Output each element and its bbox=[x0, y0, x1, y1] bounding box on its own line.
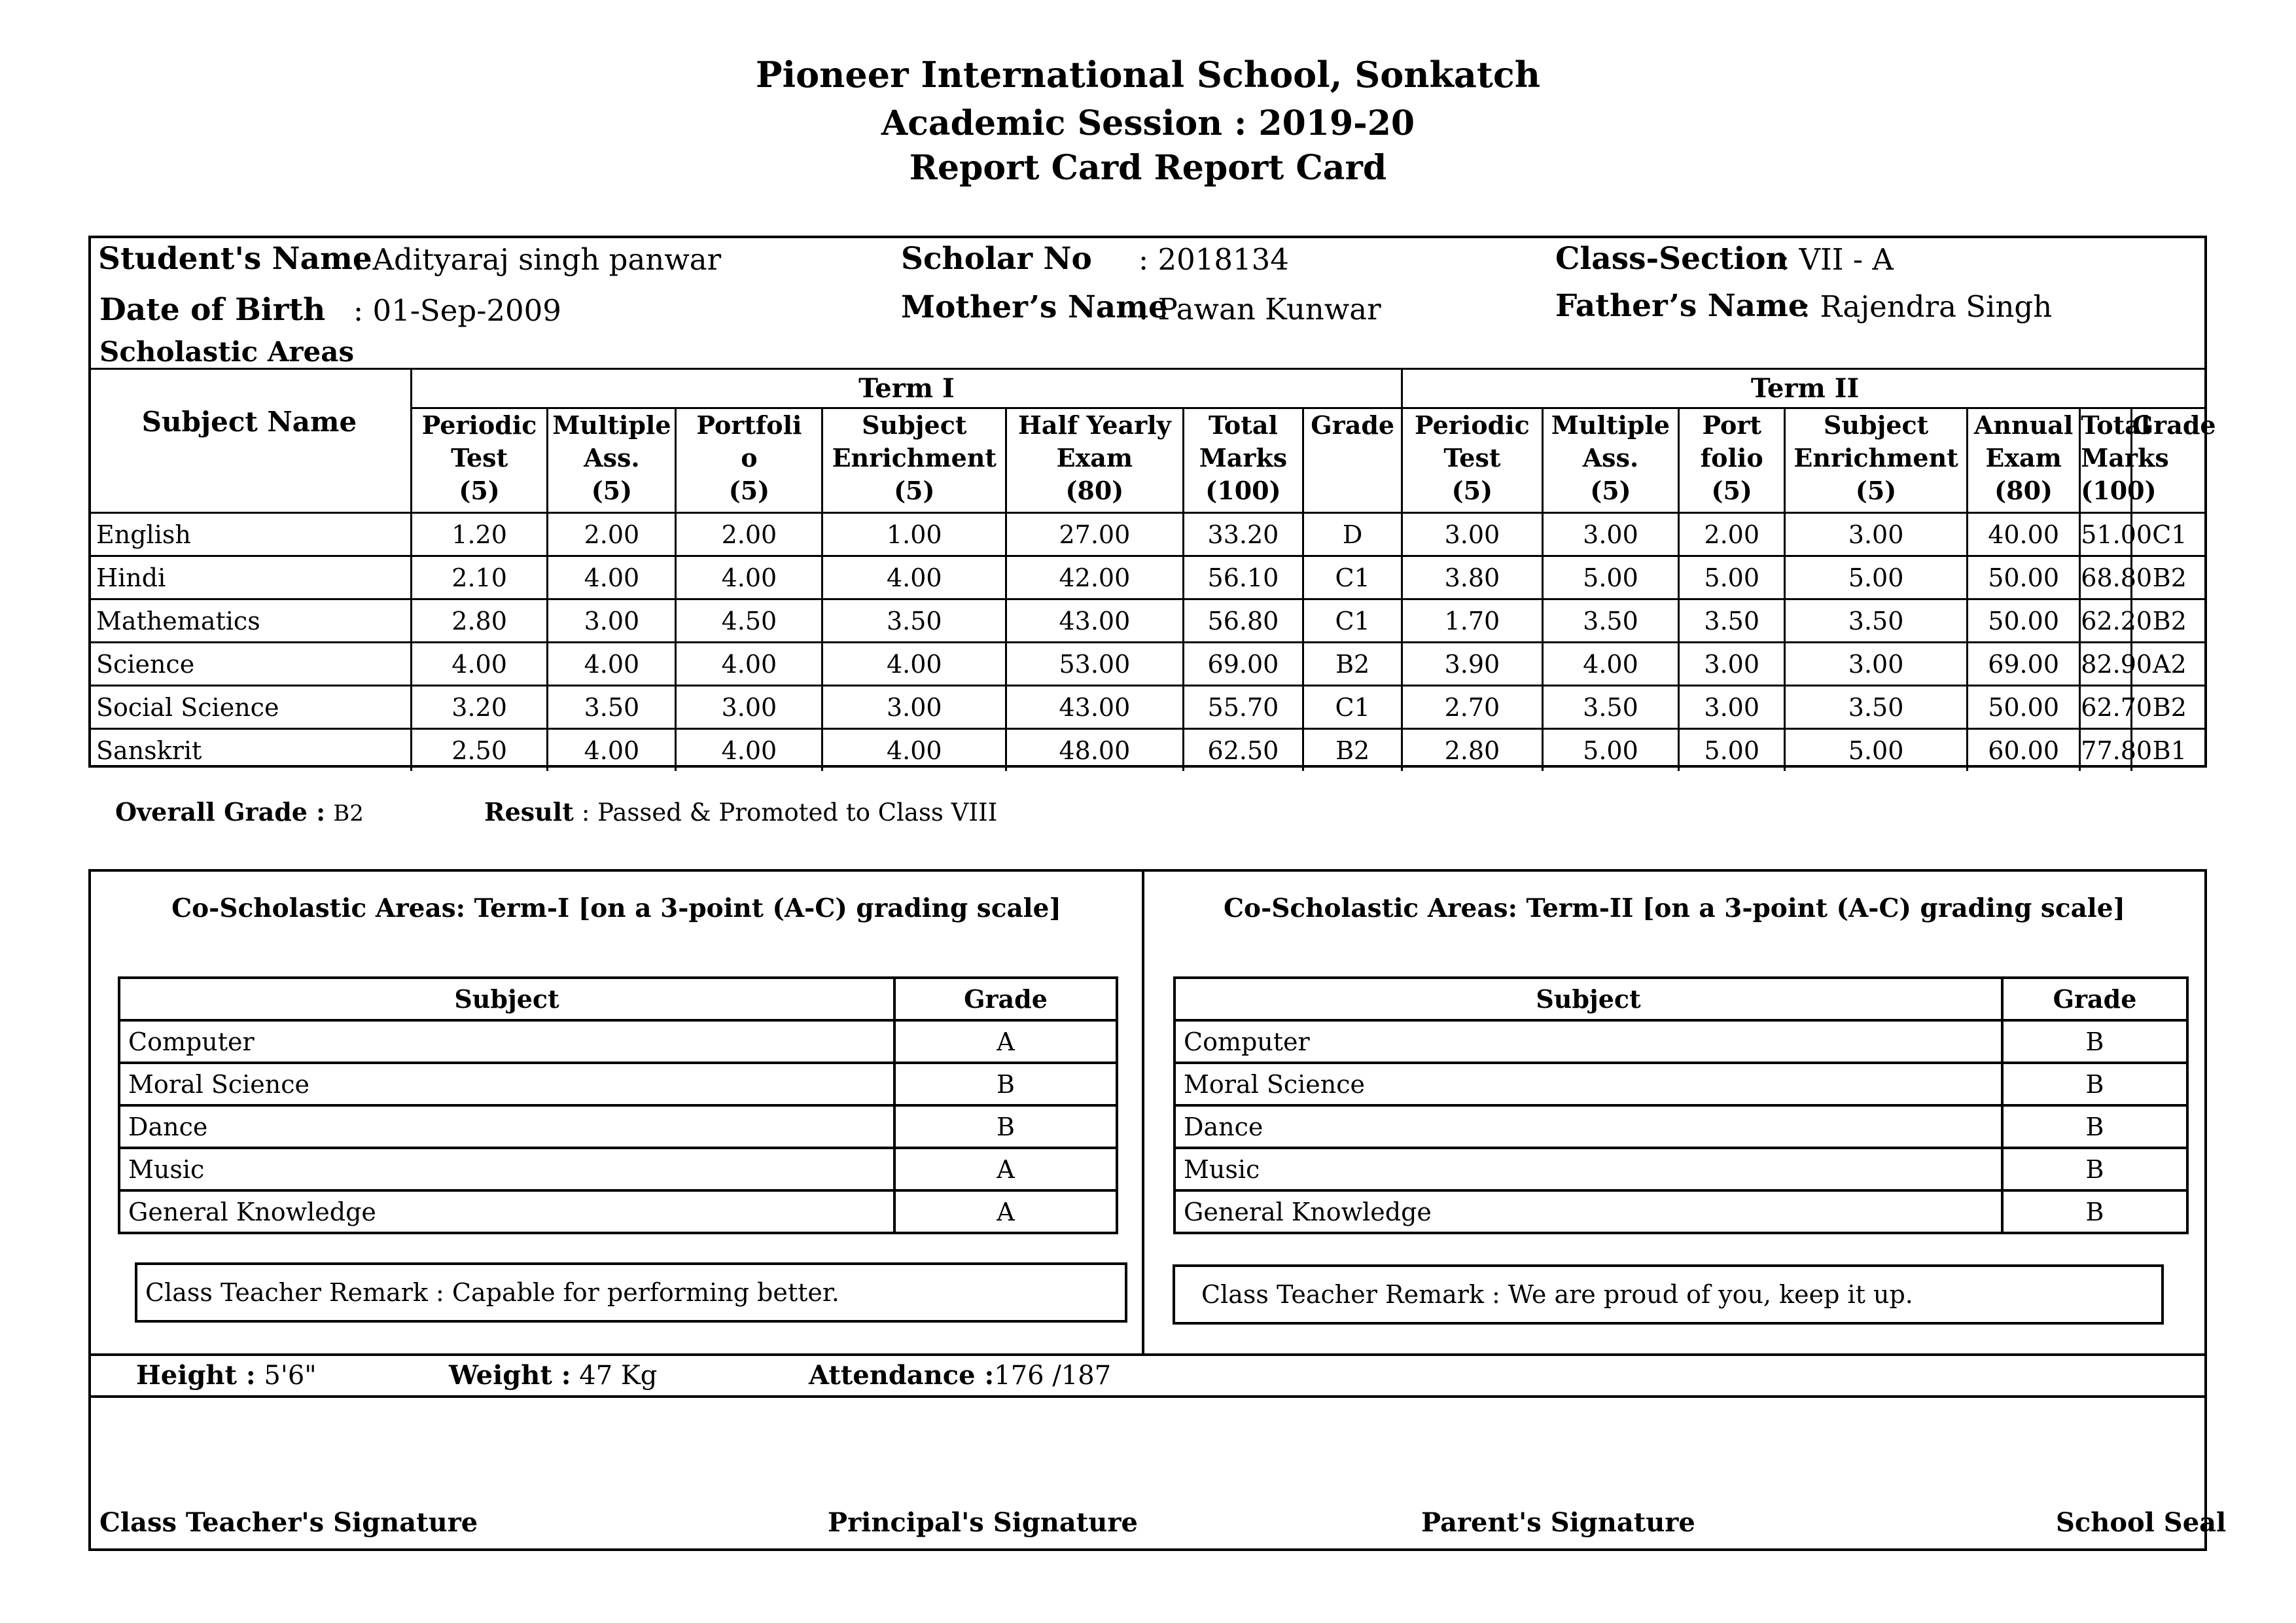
height-label: Height : bbox=[136, 1360, 256, 1391]
marks-cell: 55.70 bbox=[1183, 686, 1303, 729]
marks-cell: 4.50 bbox=[676, 599, 822, 643]
marks-cell: 4.00 bbox=[822, 643, 1006, 686]
marks-cell: 53.00 bbox=[1006, 643, 1183, 686]
table-row bbox=[88, 686, 2207, 729]
list-item bbox=[1174, 1063, 2187, 1105]
marks-cell: C1 bbox=[2131, 513, 2207, 556]
co-grade-cell: B bbox=[894, 1063, 1117, 1105]
marks-cell: 3.80 bbox=[1402, 556, 1543, 599]
col-header-line: (5) bbox=[1451, 476, 1493, 505]
attendance bbox=[809, 1360, 1111, 1391]
marks-cell: 3.50 bbox=[548, 686, 676, 729]
table-row bbox=[88, 556, 2207, 599]
marks-cell: 3.50 bbox=[1679, 599, 1785, 643]
co1-subject-header: Subject bbox=[119, 978, 894, 1020]
marks-cell: 3.00 bbox=[1402, 513, 1543, 556]
co-grade-cell: B bbox=[2002, 1148, 2187, 1190]
class-section-label: Class-Section bbox=[1555, 241, 1788, 277]
marks-cell: 3.00 bbox=[1542, 513, 1678, 556]
student-name-value: : Adityaraj singh panwar bbox=[353, 242, 722, 277]
marks-cell: 3.50 bbox=[1785, 686, 1968, 729]
marks-cell: 5.00 bbox=[1679, 556, 1785, 599]
marks-cell: 82.90 bbox=[2080, 643, 2131, 686]
subject-cell: Mathematics bbox=[88, 599, 411, 643]
subject-cell: Hindi bbox=[88, 556, 411, 599]
table-row bbox=[88, 643, 2207, 686]
col-header-line: Multiple bbox=[1551, 410, 1670, 440]
marks-cell: 4.00 bbox=[548, 643, 676, 686]
scholar-no-value: : 2018134 bbox=[1139, 242, 1289, 277]
class-teacher-signature: Class Teacher's Signature bbox=[99, 1507, 478, 1538]
school-seal: School Seal bbox=[2056, 1507, 2227, 1538]
marks-cell: 2.00 bbox=[548, 513, 676, 556]
term1-col-header bbox=[822, 408, 1006, 513]
term2-col-header bbox=[1679, 408, 1785, 513]
coscholastic-term1-title: Co-Scholastic Areas: Term-I [on a 3-point (A-C) grading scale] bbox=[171, 893, 1061, 923]
marks-cell: 69.00 bbox=[1967, 643, 2079, 686]
marks-cell: B2 bbox=[2131, 686, 2207, 729]
marks-cell: 3.00 bbox=[822, 686, 1006, 729]
term2-col-header bbox=[2080, 408, 2169, 513]
list-item bbox=[119, 1190, 1117, 1233]
height-value: 5'6" bbox=[264, 1361, 317, 1391]
subject-name-header: Subject Name bbox=[88, 369, 411, 513]
co-grade-cell: A bbox=[894, 1020, 1117, 1063]
marks-cell: 2.00 bbox=[1679, 513, 1785, 556]
col-header-line: Periodic bbox=[421, 410, 537, 440]
marks-cell: 3.50 bbox=[1542, 599, 1678, 643]
marks-cell: 27.00 bbox=[1006, 513, 1183, 556]
report-title: Report Card Report Card bbox=[909, 148, 1387, 188]
result-label: Result bbox=[484, 797, 574, 827]
scholastic-areas-label: Scholastic Areas bbox=[99, 336, 355, 368]
col-header-line: (80) bbox=[1994, 476, 2053, 505]
marks-cell: C1 bbox=[1303, 556, 1402, 599]
list-item bbox=[1174, 1105, 2187, 1148]
col-header-line: Test bbox=[1443, 443, 1501, 473]
term1-col-header bbox=[548, 408, 676, 513]
scholar-no-label: Scholar No bbox=[901, 241, 1092, 277]
marks-cell: B1 bbox=[2131, 729, 2207, 772]
overall-grade-label: Overall Grade : bbox=[115, 797, 326, 827]
weight bbox=[449, 1360, 657, 1391]
col-header-line: Exam bbox=[1056, 443, 1133, 473]
attendance-top-rule bbox=[88, 1353, 2207, 1356]
term2-col-header bbox=[1785, 408, 1968, 513]
father-name-label: Father’s Name bbox=[1555, 288, 1808, 324]
mother-name-row bbox=[901, 289, 1168, 325]
coscholastic-term2-title: Co-Scholastic Areas: Term-II [on a 3-point (A-C) grading scale] bbox=[1224, 893, 2125, 923]
marks-cell: B2 bbox=[2131, 599, 2207, 643]
list-item bbox=[1174, 1148, 2187, 1190]
term1-col-header bbox=[1303, 408, 1402, 513]
marks-cell: 3.50 bbox=[822, 599, 1006, 643]
subject-cell: Science bbox=[88, 643, 411, 686]
marks-cell: 42.00 bbox=[1006, 556, 1183, 599]
result-value: : Passed & Promoted to Class VIII bbox=[581, 798, 998, 827]
term2-teacher-remark: Class Teacher Remark : We are proud of you, keep it up. bbox=[1173, 1264, 2164, 1325]
marks-cell: 2.80 bbox=[411, 599, 547, 643]
co-subject-cell: Music bbox=[1174, 1148, 2002, 1190]
col-header-line: (100) bbox=[2081, 476, 2157, 505]
term1-col-header bbox=[411, 408, 547, 513]
col-header-line: Grade bbox=[1311, 410, 1395, 440]
marks-cell: 2.10 bbox=[411, 556, 547, 599]
marks-cell: 4.00 bbox=[676, 556, 822, 599]
marks-cell: 51.00 bbox=[2080, 513, 2131, 556]
parent-signature: Parent's Signature bbox=[1421, 1507, 1695, 1538]
father-name-value: : Rajendra Singh bbox=[1801, 289, 2053, 324]
overall-grade-value: B2 bbox=[333, 800, 364, 827]
col-header-line: Test bbox=[451, 443, 508, 473]
co-subject-cell: Moral Science bbox=[119, 1063, 894, 1105]
col-header-line: Port bbox=[1702, 410, 1761, 440]
attendance-value: 176 /187 bbox=[994, 1361, 1112, 1391]
col-header-line: Half Yearly bbox=[1018, 410, 1171, 440]
overall-grade bbox=[115, 797, 364, 827]
marks-cell: B2 bbox=[1303, 643, 1402, 686]
marks-cell: 2.70 bbox=[1402, 686, 1543, 729]
marks-cell: 62.70 bbox=[2080, 686, 2131, 729]
marks-cell: 43.00 bbox=[1006, 686, 1183, 729]
mother-name-label: Mother’s Name bbox=[901, 289, 1168, 325]
marks-cell: 3.50 bbox=[1542, 686, 1678, 729]
list-item bbox=[1174, 1020, 2187, 1063]
col-header-line: Total bbox=[2081, 410, 2151, 440]
table-row bbox=[88, 513, 2207, 556]
col-header-line: (5) bbox=[1855, 476, 1897, 505]
academic-session: Academic Session : 2019-20 bbox=[881, 103, 1415, 143]
subject-cell: Sanskrit bbox=[88, 729, 411, 772]
list-item bbox=[119, 1105, 1117, 1148]
principal-signature: Principal's Signature bbox=[828, 1507, 1138, 1538]
co-subject-cell: Moral Science bbox=[1174, 1063, 2002, 1105]
col-header-line: (5) bbox=[1590, 476, 1631, 505]
co1-grade-header: Grade bbox=[894, 978, 1117, 1020]
col-header-line: Ass. bbox=[584, 443, 640, 473]
marks-cell: 5.00 bbox=[1785, 556, 1968, 599]
co-grade-cell: B bbox=[894, 1105, 1117, 1148]
term2-col-header bbox=[1542, 408, 1678, 513]
marks-cell: 50.00 bbox=[1967, 556, 2079, 599]
col-header-line: Marks bbox=[1199, 443, 1288, 473]
marks-cell: 48.00 bbox=[1006, 729, 1183, 772]
col-header-line: Enrichment bbox=[1793, 443, 1958, 473]
co-subject-cell: Dance bbox=[1174, 1105, 2002, 1148]
col-header-line: (5) bbox=[728, 476, 770, 505]
marks-cell: 68.80 bbox=[2080, 556, 2131, 599]
marks-cell: 5.00 bbox=[1542, 556, 1678, 599]
marks-cell: 3.90 bbox=[1402, 643, 1543, 686]
marks-cell: C1 bbox=[1303, 686, 1402, 729]
weight-label: Weight : bbox=[449, 1360, 571, 1391]
co-subject-cell: General Knowledge bbox=[119, 1190, 894, 1233]
marks-cell: 3.00 bbox=[1785, 643, 1968, 686]
subject-cell: English bbox=[88, 513, 411, 556]
term1-teacher-remark: Class Teacher Remark : Capable for performing better. bbox=[135, 1262, 1127, 1323]
marks-cell: 4.00 bbox=[822, 729, 1006, 772]
scholastic-table bbox=[88, 368, 2216, 771]
list-item bbox=[119, 1020, 1117, 1063]
class-section-row bbox=[1555, 241, 1788, 277]
result bbox=[484, 797, 997, 827]
marks-cell: 4.00 bbox=[411, 643, 547, 686]
co-subject-cell: Music bbox=[119, 1148, 894, 1190]
co-grade-cell: A bbox=[894, 1190, 1117, 1233]
term1-col-header bbox=[1006, 408, 1183, 513]
marks-cell: 3.00 bbox=[1679, 643, 1785, 686]
term2-header: Term II bbox=[1402, 369, 2207, 408]
col-header-line: Periodic bbox=[1415, 410, 1530, 440]
coscholastic-term2-table bbox=[1173, 976, 2189, 1234]
col-header-line: (5) bbox=[591, 476, 633, 505]
marks-cell: C1 bbox=[1303, 599, 1402, 643]
col-header-line: o bbox=[741, 443, 758, 473]
co-grade-cell: B bbox=[2002, 1105, 2187, 1148]
marks-cell: 56.80 bbox=[1183, 599, 1303, 643]
marks-cell: 3.20 bbox=[411, 686, 547, 729]
col-header-line: Subject bbox=[862, 410, 967, 440]
weight-value: 47 Kg bbox=[579, 1361, 658, 1391]
class-section-value: : VII - A bbox=[1780, 242, 1894, 277]
marks-cell: D bbox=[1303, 513, 1402, 556]
subject-cell: Social Science bbox=[88, 686, 411, 729]
col-header-line: Multiple bbox=[552, 410, 671, 440]
col-header-line: Enrichment bbox=[832, 443, 997, 473]
marks-cell: 3.00 bbox=[676, 686, 822, 729]
term2-col-header bbox=[1402, 408, 1543, 513]
col-header-line: Annual bbox=[1973, 410, 2074, 440]
co-subject-cell: Computer bbox=[1174, 1020, 2002, 1063]
term2-col-header bbox=[1967, 408, 2079, 513]
col-header-line: Portfoli bbox=[696, 410, 802, 440]
list-item bbox=[119, 1063, 1117, 1105]
term1-header: Term I bbox=[411, 369, 1402, 408]
scholar-no-row bbox=[901, 241, 1092, 277]
col-header-line: Marks bbox=[2081, 443, 2169, 473]
father-name-row bbox=[1555, 288, 1808, 324]
marks-cell: 50.00 bbox=[1967, 599, 2079, 643]
marks-cell: 4.00 bbox=[822, 556, 1006, 599]
col-header-line: (5) bbox=[894, 476, 935, 505]
marks-cell: 4.00 bbox=[676, 643, 822, 686]
coscholastic-term1-table bbox=[118, 976, 1118, 1234]
coscholastic-divider bbox=[1142, 869, 1144, 1355]
col-header-line: Total bbox=[1209, 410, 1278, 440]
col-header-line: Ass. bbox=[1582, 443, 1639, 473]
marks-cell: 4.00 bbox=[676, 729, 822, 772]
marks-cell: A2 bbox=[2131, 643, 2207, 686]
marks-cell: 1.00 bbox=[822, 513, 1006, 556]
marks-cell: 5.00 bbox=[1785, 729, 1968, 772]
marks-cell: 2.50 bbox=[411, 729, 547, 772]
list-item bbox=[119, 1148, 1117, 1190]
marks-cell: 4.00 bbox=[1542, 643, 1678, 686]
col-header-line: Grade bbox=[2132, 410, 2216, 440]
marks-cell: 5.00 bbox=[1679, 729, 1785, 772]
co-grade-cell: B bbox=[2002, 1063, 2187, 1105]
co-grade-cell: B bbox=[2002, 1020, 2187, 1063]
col-header-line: (100) bbox=[1205, 476, 1281, 505]
marks-cell: 62.20 bbox=[2080, 599, 2131, 643]
attendance-label: Attendance : bbox=[809, 1360, 995, 1391]
marks-cell: B2 bbox=[2131, 556, 2207, 599]
school-name: Pioneer International School, Sonkatch bbox=[756, 54, 1540, 96]
student-name-label: Student's Name bbox=[98, 241, 372, 277]
marks-cell: B2 bbox=[1303, 729, 1402, 772]
col-header-line: folio bbox=[1700, 443, 1763, 473]
dob-label: Date of Birth bbox=[99, 292, 326, 328]
dob-row bbox=[99, 292, 325, 328]
co-grade-cell: A bbox=[894, 1148, 1117, 1190]
marks-cell: 2.80 bbox=[1402, 729, 1543, 772]
mother-name-value: : Pawan Kunwar bbox=[1139, 292, 1381, 327]
col-header-line: Exam bbox=[1985, 443, 2062, 473]
table-row bbox=[88, 599, 2207, 643]
attendance-bottom-rule bbox=[88, 1395, 2207, 1398]
table-row bbox=[88, 729, 2207, 772]
col-header-line: (80) bbox=[1065, 476, 1124, 505]
marks-cell: 40.00 bbox=[1967, 513, 2079, 556]
col-header-line: (5) bbox=[1711, 476, 1752, 505]
col-header-line: Subject bbox=[1823, 410, 1929, 440]
dob-value: : 01-Sep-2009 bbox=[353, 293, 561, 328]
marks-cell: 60.00 bbox=[1967, 729, 2079, 772]
term1-col-header bbox=[1183, 408, 1303, 513]
term1-col-header bbox=[676, 408, 822, 513]
marks-cell: 33.20 bbox=[1183, 513, 1303, 556]
marks-cell: 5.00 bbox=[1542, 729, 1678, 772]
marks-cell: 3.50 bbox=[1785, 599, 1968, 643]
list-item bbox=[1174, 1190, 2187, 1233]
marks-cell: 69.00 bbox=[1183, 643, 1303, 686]
marks-cell: 3.00 bbox=[548, 599, 676, 643]
student-name-row bbox=[98, 241, 372, 277]
marks-cell: 3.00 bbox=[1785, 513, 1968, 556]
marks-cell: 77.80 bbox=[2080, 729, 2131, 772]
marks-cell: 1.20 bbox=[411, 513, 547, 556]
marks-cell: 4.00 bbox=[548, 729, 676, 772]
marks-cell: 1.70 bbox=[1402, 599, 1543, 643]
co-subject-cell: General Knowledge bbox=[1174, 1190, 2002, 1233]
col-header-line: (5) bbox=[459, 476, 500, 505]
marks-cell: 62.50 bbox=[1183, 729, 1303, 772]
co2-grade-header: Grade bbox=[2002, 978, 2187, 1020]
marks-cell: 3.00 bbox=[1679, 686, 1785, 729]
marks-cell: 56.10 bbox=[1183, 556, 1303, 599]
marks-cell: 50.00 bbox=[1967, 686, 2079, 729]
marks-cell: 4.00 bbox=[548, 556, 676, 599]
marks-cell: 2.00 bbox=[676, 513, 822, 556]
co-grade-cell: B bbox=[2002, 1190, 2187, 1233]
co-subject-cell: Dance bbox=[119, 1105, 894, 1148]
co-subject-cell: Computer bbox=[119, 1020, 894, 1063]
marks-cell: 43.00 bbox=[1006, 599, 1183, 643]
co2-subject-header: Subject bbox=[1174, 978, 2002, 1020]
height bbox=[136, 1360, 317, 1391]
